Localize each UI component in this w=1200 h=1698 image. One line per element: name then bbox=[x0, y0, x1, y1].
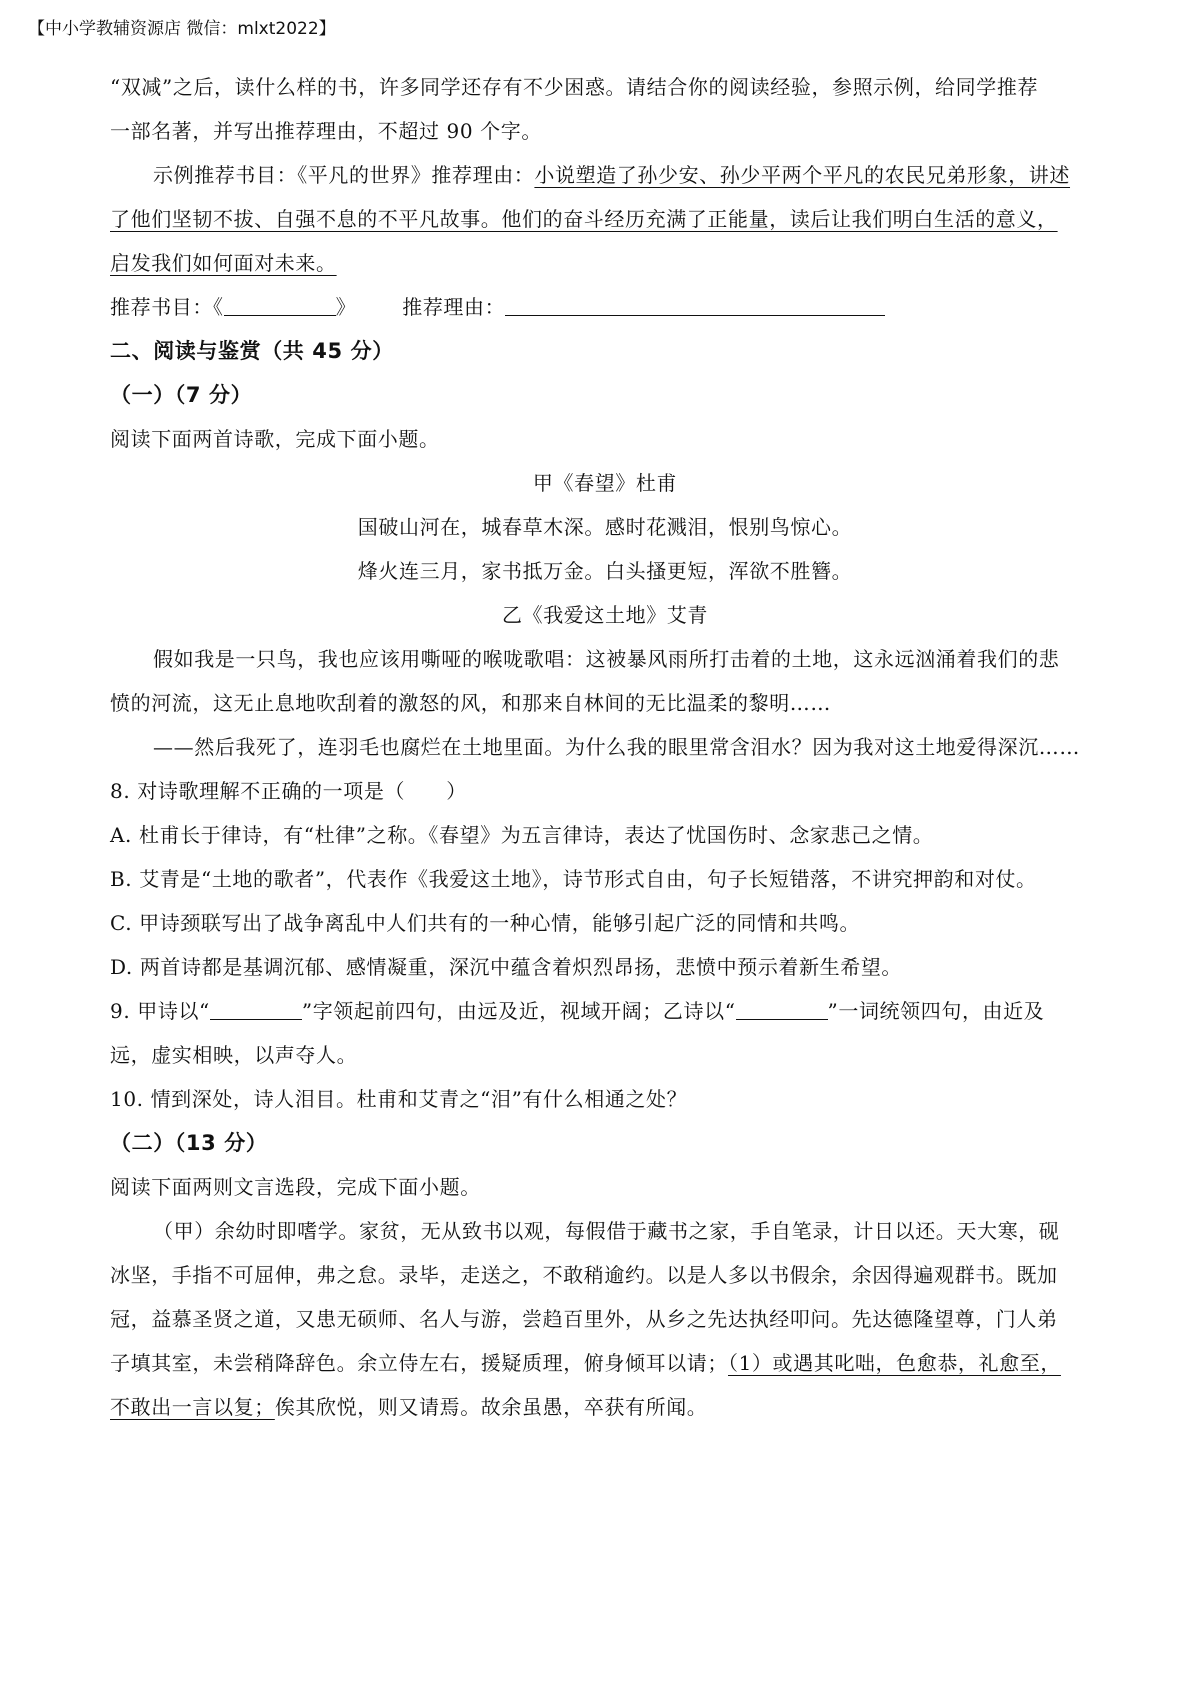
section-2-title: 二、阅读与鉴赏（共 45 分） bbox=[110, 339, 394, 363]
question-9-blank-2[interactable] bbox=[736, 997, 828, 1020]
example-prefix: 示例推荐书目：《平凡的世界》推荐理由： bbox=[153, 163, 535, 187]
poem-b-title: 乙《我爱这土地》艾青 bbox=[502, 603, 708, 627]
question-9-blank-1[interactable] bbox=[210, 997, 302, 1020]
book-blank[interactable] bbox=[224, 293, 336, 316]
example-reason-part-2: 了他们坚韧不拔、自强不息的不平凡故事。他们的奋斗经历充满了正能量，读后让我们明白生活的意义， bbox=[110, 207, 1058, 231]
question-9-part-3: ”一词统领四句，由近及 bbox=[827, 999, 1045, 1023]
answer-line bbox=[110, 292, 1100, 322]
example-line-1 bbox=[153, 160, 1100, 190]
example-line-3 bbox=[110, 248, 1100, 278]
intro-line-2: 一部名著，并写出推荐理由，不超过 90 个字。 bbox=[110, 119, 542, 143]
part-1-title: （一）（7 分） bbox=[110, 383, 253, 407]
example-reason-part-3: 启发我们如何面对未来。 bbox=[110, 251, 337, 275]
classical-text-line-4 bbox=[110, 1348, 1100, 1378]
poem-a-line-2: 烽火连三月，家书抵万金。白头搔更短，浑欲不胜簪。 bbox=[357, 559, 853, 583]
classical-text-line-3: 冠，益慕圣贤之道，又患无硕师、名人与游，尝趋百里外，从乡之先达执经叩问。先达德隆望尊，门人弟 bbox=[110, 1307, 1058, 1331]
poem-b-line-2: 愤的河流，这无止息地吹刮着的激怒的风，和那来自林间的无比温柔的黎明…… bbox=[110, 691, 831, 715]
poem-a-title: 甲《春望》杜甫 bbox=[532, 471, 678, 495]
poem-b-line-3: ——然后我死了，连羽毛也腐烂在土地里面。为什么我的眼里常含泪水？因为我对这土地爱得深沉…… bbox=[153, 735, 1080, 759]
poem-a-line-1: 国破山河在，城春草木深。感时花溅泪，恨别鸟惊心。 bbox=[357, 515, 853, 539]
question-8-option-b[interactable]: B. 艾青是“土地的歌者”，代表作《我爱这土地》，诗节形式自由，句子长短错落，不讲究押韵和对仗。 bbox=[110, 867, 1037, 891]
reason-label: 推荐理由： bbox=[402, 295, 506, 319]
classical-text-line-5-underlined: 不敢出一言以复； bbox=[110, 1395, 275, 1419]
book-label: 推荐书目：《 bbox=[110, 295, 224, 319]
classical-text-line-4-plain: 子填其室，未尝稍降辞色。余立侍左右，援疑质理，俯身倾耳以请； bbox=[110, 1351, 728, 1375]
example-line-2 bbox=[110, 204, 1100, 234]
question-8-option-a[interactable]: A. 杜甫长于律诗，有“杜律”之称。《春望》为五言律诗，表达了忧国伤时、念家悲己之情。 bbox=[110, 823, 934, 847]
question-8-option-d[interactable]: D. 两首诗都是基调沉郁、感情凝重，深沉中蕴含着炽烈昂扬，悲愤中预示着新生希望。 bbox=[110, 955, 903, 979]
classical-text-line-1: （甲）余幼时即嗜学。家贫，无从致书以观，每假借于藏书之家，手自笔录，计日以还。天大寒，砚 bbox=[153, 1219, 1060, 1243]
question-9-part-1: 9. 甲诗以“ bbox=[110, 999, 210, 1023]
classical-text-line-5-plain: 俟其欣悦，则又请焉。故余虽愚，卒获有所闻。 bbox=[274, 1395, 708, 1419]
classical-text-line-2: 冰坚，手指不可屈伸，弗之怠。录毕，走送之，不敢稍逾约。以是人多以书假余，余因得遍观群书。既加 bbox=[110, 1263, 1058, 1287]
classical-text-line-4-underlined: （1）或遇其叱咄，色愈恭，礼愈至， bbox=[728, 1351, 1061, 1375]
intro-line-1: “双减”之后，读什么样的书，许多同学还存有不少困惑。请结合你的阅读经验，参照示例，给同学推荐 bbox=[110, 75, 1039, 99]
part-1-instruction: 阅读下面两首诗歌，完成下面小题。 bbox=[110, 427, 440, 451]
question-9-line-2: 远，虚实相映，以声夺人。 bbox=[110, 1043, 358, 1067]
question-9-part-2: ”字领起前四句，由远及近，视域开阔；乙诗以“ bbox=[301, 999, 736, 1023]
book-close: 》 bbox=[335, 295, 357, 319]
question-9-line-1 bbox=[110, 996, 1100, 1026]
part-2-instruction: 阅读下面两则文言选段，完成下面小题。 bbox=[110, 1175, 481, 1199]
example-reason-part-1: 小说塑造了孙少安、孙少平两个平凡的农民兄弟形象，讲述 bbox=[534, 163, 1071, 187]
question-10: 10. 情到深处，诗人泪目。杜甫和艾青之“泪”有什么相通之处？ bbox=[110, 1087, 688, 1111]
classical-text-line-5 bbox=[110, 1392, 1100, 1422]
question-8-stem: 8. 对诗歌理解不正确的一项是（ ） bbox=[110, 779, 467, 803]
header-note: 【中小学教辅资源店 微信：mlxt2022】 bbox=[28, 19, 336, 39]
poem-b-line-1: 假如我是一只鸟，我也应该用嘶哑的喉咙歌唱：这被暴风雨所打击着的土地，这永远汹涌着我们的悲 bbox=[153, 647, 1060, 671]
part-2-title: （二）（13 分） bbox=[110, 1131, 268, 1155]
question-8-option-c[interactable]: C. 甲诗颈联写出了战争离乱中人们共有的一种心情，能够引起广泛的同情和共鸣。 bbox=[110, 911, 861, 935]
reason-blank[interactable] bbox=[505, 293, 885, 316]
